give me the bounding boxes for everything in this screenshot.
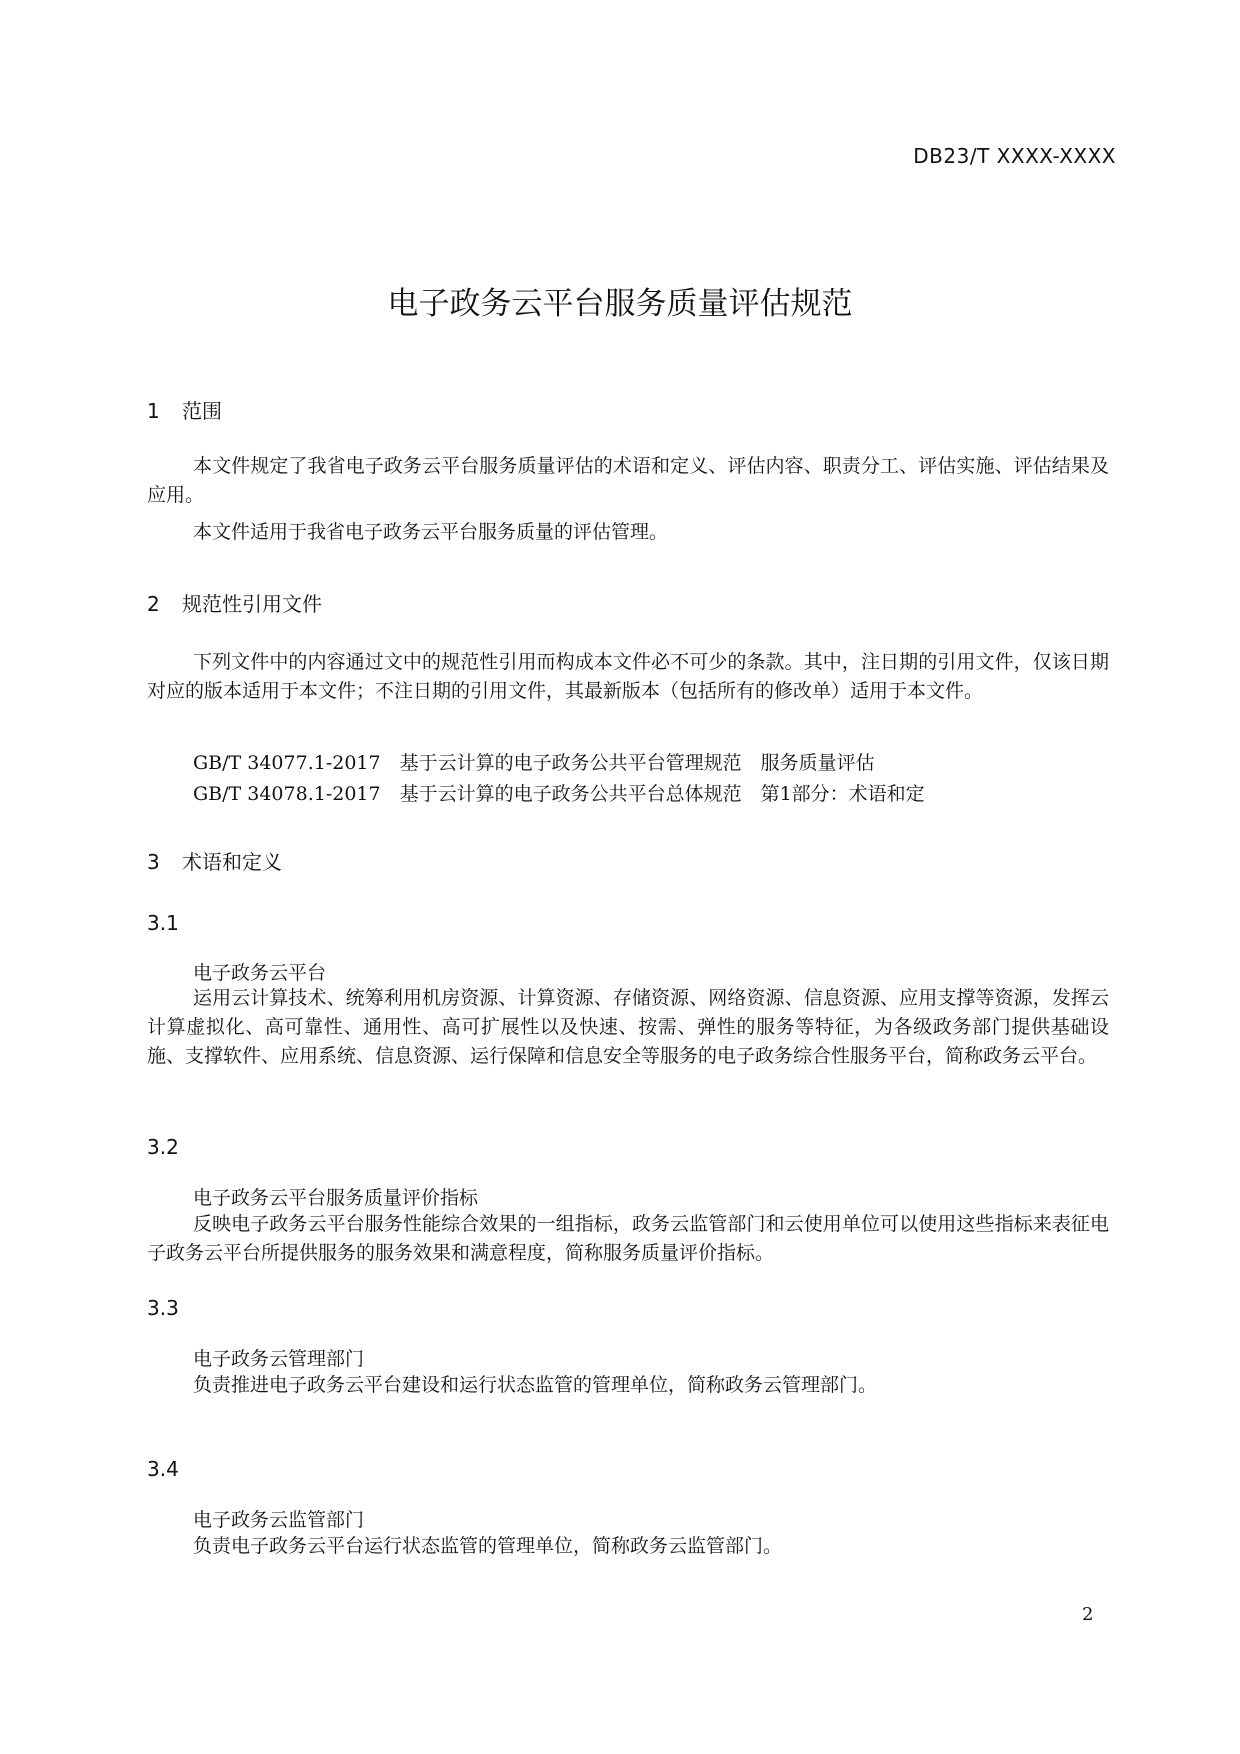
paragraph: 本文件适用于我省电子政务云平台服务质量的评估管理。 xyxy=(193,521,669,543)
section-title: 范围 xyxy=(182,399,222,423)
clause-number: 3.1 xyxy=(147,911,179,935)
term-name: 电子政务云平台 xyxy=(193,962,327,984)
section-title: 规范性引用文件 xyxy=(182,592,322,616)
standard-code: DB23/T XXXX-XXXX xyxy=(913,144,1116,168)
section-number: 1 xyxy=(147,399,160,423)
term-definition: 运用云计算技术、统筹利用机房资源、计算资源、存储资源、网络资源、信息资源、应用支撑等资源，发挥云计算虚拟化、高可靠性、通用性、高可扩展性以及快速、按需、弹性的服务等特征，为各级政务部门提供基础设施、支撑软件、应用系统、信息资源、运行保障和信息安全等服务的电子政务综合性服务平台，简称政务云平台。 xyxy=(147,987,1109,1067)
term-definition: 负责推进电子政务云平台建设和运行状态监管的管理单位，简称政务云管理部门。 xyxy=(193,1374,878,1396)
reference-item: GB/T 34077.1-2017 基于云计算的电子政务公共平台管理规范 服务质量评估 xyxy=(193,752,875,774)
term-name: 电子政务云监管部门 xyxy=(193,1509,365,1531)
section-number: 2 xyxy=(147,592,160,616)
term-definition: 反映电子政务云平台服务性能综合效果的一组指标，政务云监管部门和云使用单位可以使用这些指标来表征电子政务云平台所提供服务的服务效果和满意程度，简称服务质量评价指标。 xyxy=(147,1213,1109,1264)
document-title: 电子政务云平台服务质量评估规范 xyxy=(387,286,853,322)
term-definition: 负责电子政务云平台运行状态监管的管理单位，简称政务云监管部门。 xyxy=(193,1535,783,1557)
section-3-heading xyxy=(147,846,282,875)
clause-number: 3.3 xyxy=(147,1296,179,1320)
paragraph: 下列文件中的内容通过文中的规范性引用而构成本文件必不可少的条款。其中，注日期的引用文件，仅该日期对应的版本适用于本文件；不注日期的引用文件，其最新版本（包括所有的修改单）适用于本文件。 xyxy=(147,651,1109,702)
reference-item: GB/T 34078.1-2017 基于云计算的电子政务公共平台总体规范 第1部分：术语和定 xyxy=(193,783,925,805)
section-number: 3 xyxy=(147,850,160,874)
page-number: 2 xyxy=(1082,1604,1094,1625)
section-title: 术语和定义 xyxy=(182,850,282,874)
term-name: 电子政务云平台服务质量评价指标 xyxy=(193,1187,479,1209)
term-name: 电子政务云管理部门 xyxy=(193,1348,365,1370)
section-2-heading xyxy=(147,588,322,617)
section-1-heading xyxy=(147,395,222,424)
clause-number: 3.4 xyxy=(147,1457,179,1481)
clause-number: 3.2 xyxy=(147,1135,179,1159)
paragraph: 本文件规定了我省电子政务云平台服务质量评估的术语和定义、评估内容、职责分工、评估实施、评估结果及应用。 xyxy=(147,455,1109,506)
